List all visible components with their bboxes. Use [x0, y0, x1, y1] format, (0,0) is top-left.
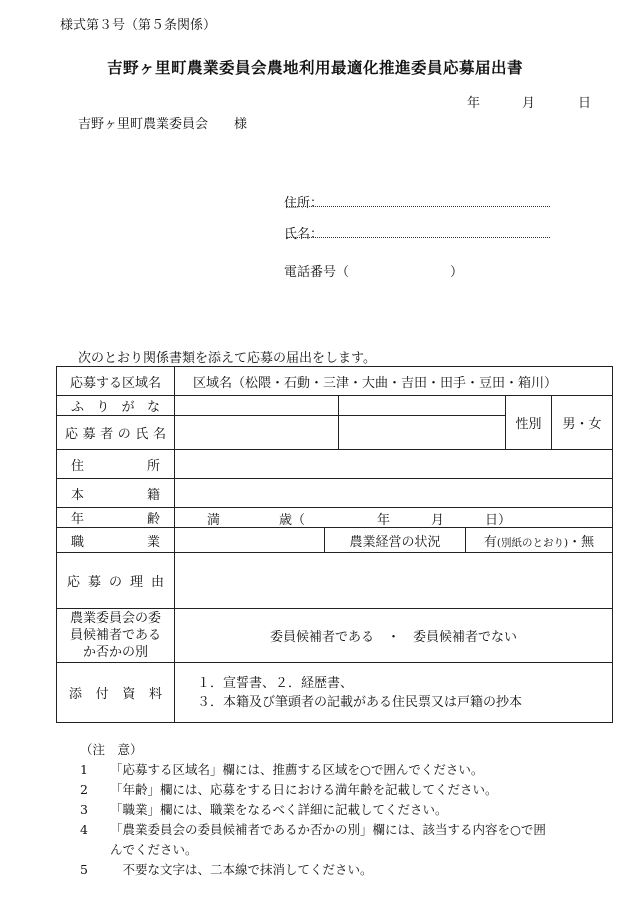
farming-label: 農業経営の状況 — [325, 528, 466, 553]
candidate-label — [57, 609, 175, 663]
date-day: 日 — [578, 96, 592, 111]
reason-field[interactable] — [175, 553, 613, 609]
attach-label — [57, 663, 175, 723]
reason-label — [57, 553, 175, 609]
furigana-field-1[interactable] — [175, 396, 339, 416]
attach-value — [175, 663, 613, 723]
note-number: 4 — [80, 822, 88, 837]
attach-line: １．宣誓書、２．経歴書、 — [197, 675, 354, 691]
domicile-field[interactable] — [175, 479, 613, 508]
domicile-char: 籍 — [146, 487, 160, 503]
address-char: 住 — [71, 458, 85, 474]
name-char: 氏 — [135, 427, 149, 442]
row-district — [57, 367, 613, 396]
age-full: 満 — [207, 513, 221, 528]
addressee: 吉野ヶ里町農業委員会 様 — [78, 117, 248, 132]
address-label — [57, 450, 175, 479]
candidate-label-line: 農業委員会の委 — [69, 611, 161, 626]
applicant-address-label: 住所： — [284, 196, 324, 211]
note-number: 3 — [80, 802, 88, 817]
note-number: 2 — [80, 782, 88, 797]
row-address — [57, 450, 613, 479]
date-month: 月 — [522, 96, 536, 111]
domicile-label — [57, 479, 175, 508]
row-age — [57, 508, 613, 528]
notes-heading: （注 意） — [80, 742, 143, 757]
note-text: 「年齢」欄には、応募をする日における満年齢を記載してください。 — [110, 782, 498, 797]
furigana-label — [57, 396, 175, 416]
domicile-char: 本 — [71, 487, 85, 503]
reason-char: 由 — [150, 575, 164, 590]
note-text: 不要な文字は、二本線で抹消してください。 — [110, 862, 373, 877]
furigana-field-2[interactable] — [339, 396, 506, 416]
name-field-1[interactable] — [175, 416, 339, 450]
note-item — [80, 780, 546, 800]
candidate-label-line: 員候補者である — [69, 628, 161, 643]
farming-yes: 有 — [483, 534, 497, 550]
reason-char: 募 — [87, 575, 101, 590]
date-year: 年 — [467, 96, 481, 111]
furigana-char: な — [146, 400, 160, 415]
candidate-label-line: か否かの別 — [82, 645, 148, 660]
reason-char: 応 — [67, 575, 81, 590]
farming-value[interactable] — [466, 528, 613, 553]
farming-no: ・無 — [568, 534, 595, 550]
furigana-char: り — [96, 400, 110, 415]
row-domicile — [57, 479, 613, 508]
name-char: 募 — [82, 427, 96, 442]
row-attachments — [57, 663, 613, 723]
note-number: 5 — [80, 862, 88, 877]
age-label — [57, 508, 175, 528]
note-text: 「応募する区域名」欄には、推薦する区域を○で囲んでください。 — [110, 762, 484, 777]
district-value[interactable]: 区域名（松隈・石動・三津・大曲・吉田・田手・豆田・箱川） — [175, 367, 613, 396]
note-item — [80, 800, 546, 820]
age-year: 年 — [377, 513, 391, 528]
note-item — [80, 760, 546, 780]
row-job — [57, 528, 613, 553]
form-number: 様式第３号（第５条関係） — [60, 18, 217, 33]
applicant-name-label: 氏名： — [284, 227, 324, 242]
applicant-address-line[interactable] — [286, 206, 550, 207]
gender-value[interactable]: 男・女 — [552, 396, 613, 450]
age-char: 齢 — [146, 512, 160, 527]
page-title: 吉野ヶ里町農業委員会農地利用最適化推進委員応募届出書 — [106, 58, 523, 77]
age-day: 日） — [485, 513, 512, 528]
district-label: 応募する区域名 — [57, 367, 175, 396]
applicant-phone-label: 電話番号（ — [284, 265, 350, 280]
attach-line: ３．本籍及び筆頭者の記載がある住民票又は戸籍の抄本 — [197, 694, 523, 710]
attach-char: 付 — [95, 687, 109, 702]
applicant-phone-close: ） — [450, 265, 464, 280]
address-field[interactable] — [175, 450, 613, 479]
intro-text: 次のとおり関係書類を添えて応募の届出をします。 — [78, 351, 376, 366]
note-text: 「農業委員会の委員候補者であるか否かの別」欄には、該当する内容を○で囲 — [110, 822, 546, 837]
name-char: 名 — [152, 427, 166, 442]
address-char: 所 — [146, 458, 160, 474]
candidate-value[interactable]: 委員候補者である ・ 委員候補者でない — [175, 609, 613, 663]
job-char: 職 — [71, 534, 85, 550]
furigana-char: が — [121, 400, 135, 415]
note-continuation: んでください。 — [110, 842, 198, 857]
age-char: 年 — [71, 512, 85, 527]
attach-char: 資 — [122, 687, 136, 702]
applicant-name-line[interactable] — [286, 237, 550, 238]
name-char: の — [117, 427, 131, 442]
job-field[interactable] — [175, 528, 325, 553]
note-item — [80, 860, 546, 880]
attach-char: 料 — [148, 687, 162, 702]
application-table — [56, 366, 613, 723]
notes-section — [80, 740, 546, 880]
job-char: 業 — [146, 534, 160, 550]
note-number: 1 — [80, 762, 88, 777]
row-reason — [57, 553, 613, 609]
row-furigana — [57, 396, 613, 416]
note-item — [80, 820, 546, 840]
reason-char: の — [108, 575, 122, 590]
gender-label: 性別 — [506, 396, 552, 450]
job-label — [57, 528, 175, 553]
age-month: 月 — [431, 513, 445, 528]
name-label — [57, 416, 175, 450]
reason-char: 理 — [129, 575, 143, 590]
farming-note: (別紙のとおり) — [496, 536, 569, 549]
attach-char: 添 — [69, 687, 83, 702]
furigana-char: ふ — [71, 400, 85, 415]
name-field-2[interactable] — [339, 416, 506, 450]
note-text: 「職業」欄には、職業をなるべく詳細に記載してください。 — [110, 802, 448, 817]
age-field[interactable] — [175, 508, 613, 528]
name-char: 者 — [100, 427, 114, 442]
age-unit: 歳（ — [279, 513, 306, 528]
row-candidate — [57, 609, 613, 663]
name-char: 応 — [65, 427, 79, 442]
